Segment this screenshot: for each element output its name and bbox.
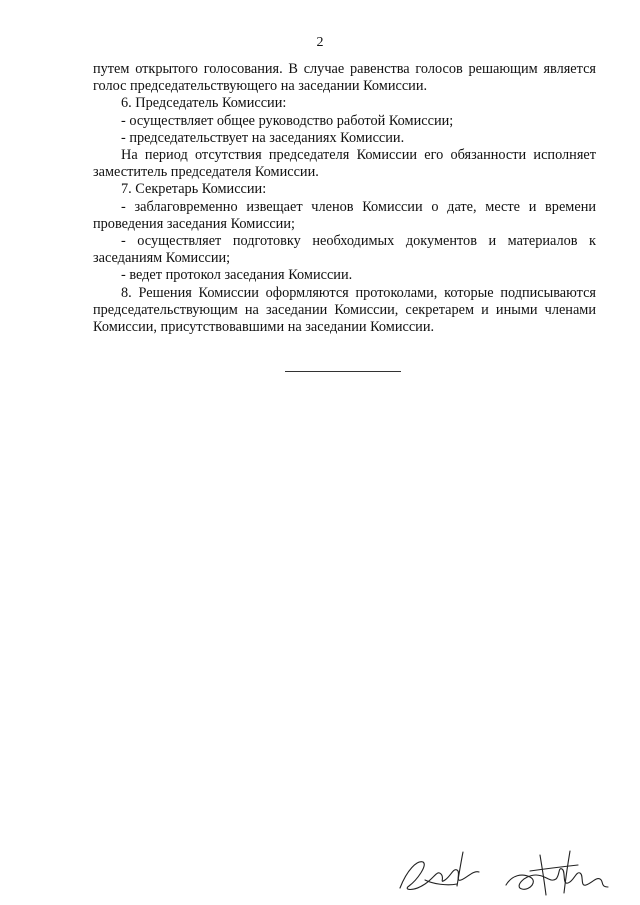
secretary-duty-2: - осуществляет подготовку необходимых документов и материалов к заседаниям Комиссии; <box>93 233 596 267</box>
section-7-heading: 7. Секретарь Комиссии: <box>121 181 267 198</box>
secretary-duty-1: - заблаговременно извещает членов Комиссии о дате, месте и времени проведения заседания Комиссии; <box>93 198 596 232</box>
section-6-heading: 6. Председатель Комиссии: <box>121 95 287 112</box>
signature-left <box>395 840 495 900</box>
end-divider <box>285 371 401 372</box>
paragraph-deputy: На период отсутствия председателя Комиссии его обязанности исполняет заместитель председателя Комиссии. <box>93 147 596 181</box>
chairman-duty-2: - председательствует на заседаниях Комиссии. <box>121 129 405 146</box>
page-number: 2 <box>316 35 324 50</box>
signature-right <box>500 845 620 900</box>
section-8-paragraph: 8. Решения Комиссии оформляются протоколами, которые подписываются председательствующим на заседании Комиссии, секретарем и иными членами Комиссии, присутствовавшими на заседании Комиссии. <box>93 284 596 336</box>
secretary-duty-3: - ведет протокол заседания Комиссии. <box>121 267 353 284</box>
paragraph-voting: путем открытого голосования. В случае равенства голосов решающим является голос председательствующего на заседании Комиссии. <box>93 61 596 95</box>
document-body <box>93 61 596 336</box>
chairman-duty-1: - осуществляет общее руководство работой Комиссии; <box>121 112 454 129</box>
